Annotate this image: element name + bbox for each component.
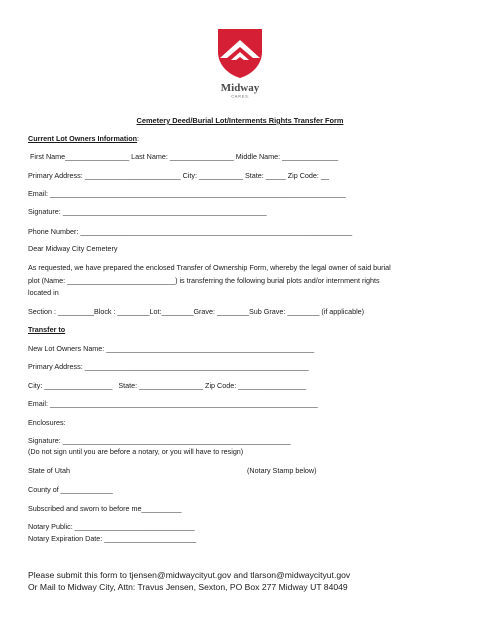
- footer-submit-text: Please submit this form to tjensen@midwaycityut.gov and tlarson@midwaycityut.gov: [28, 570, 351, 580]
- midway-logo: [215, 26, 265, 100]
- owner-address-line[interactable]: Primary Address: ________________________ City: ___________ State: _____ Zip Code: __: [28, 171, 329, 180]
- new-owner-address-line[interactable]: Primary Address: ________________________________________________________: [28, 362, 309, 371]
- owner-phone-line[interactable]: Phone Number: ____________________________________________________________________: [28, 227, 353, 236]
- state-label: State of Utah: [28, 466, 70, 475]
- owner-email-line[interactable]: Email: __________________________________________________________________________: [28, 189, 346, 198]
- new-owner-email-line[interactable]: Email: ___________________________________________________________________: [28, 399, 318, 408]
- form-title: Cemetery Deed/Burial Lot/Interments Rights Transfer Form: [136, 116, 344, 125]
- logo-tagline: C.A.R.E.S.: [231, 94, 249, 99]
- notary-expiration-line[interactable]: Notary Expiration Date: _______________________: [28, 534, 197, 543]
- owner-name-line[interactable]: First Name________________ Last Name: ________________ Middle Name: ______________: [28, 152, 339, 161]
- footer-mail-text: Or Mail to Midway City, Attn: Travus Jensen, Sexton, PO Box 277 Midway UT 84049: [28, 582, 348, 592]
- county-line[interactable]: County of _____________: [28, 485, 113, 494]
- body-text-3: located in: [28, 288, 59, 297]
- current-owners-heading: Current Lot Owners Information:: [28, 134, 140, 143]
- sworn-line[interactable]: Subscribed and sworn to before me__________: [28, 504, 182, 513]
- new-owner-city-line[interactable]: City: _________________ State: ________________ Zip Code: _________________: [28, 381, 307, 390]
- new-owner-name-line[interactable]: New Lot Owners Name: ____________________________________________________: [28, 344, 315, 353]
- logo-name: Midway: [220, 82, 260, 94]
- notary-warning: (Do not sign until you are before a notary, or you will have to resign): [28, 447, 244, 456]
- body-text-1: As requested, we have prepared the enclosed Transfer of Ownership Form, whereby the legal owner of said burial: [28, 263, 391, 272]
- notary-stamp-label: (Notary Stamp below): [247, 466, 317, 475]
- salutation: Dear Midway City Cemetery: [28, 244, 118, 253]
- new-owner-signature-line[interactable]: Signature: _________________________________________________________: [28, 436, 291, 445]
- transfer-heading: Transfer to: [28, 325, 66, 334]
- enclosures-label: Enclosures:: [28, 418, 66, 427]
- plot-section-line[interactable]: Section : _________Block : ________Lot:________Grave: ________Sub Grave: ________ (if applicable): [28, 307, 365, 316]
- owner-signature-line[interactable]: Signature: ___________________________________________________: [28, 207, 267, 216]
- body-text-2[interactable]: plot (Name: ___________________________) is transferring the following burial plots and/or internment rights: [28, 276, 380, 285]
- notary-public-line[interactable]: Notary Public: ______________________________: [28, 522, 195, 531]
